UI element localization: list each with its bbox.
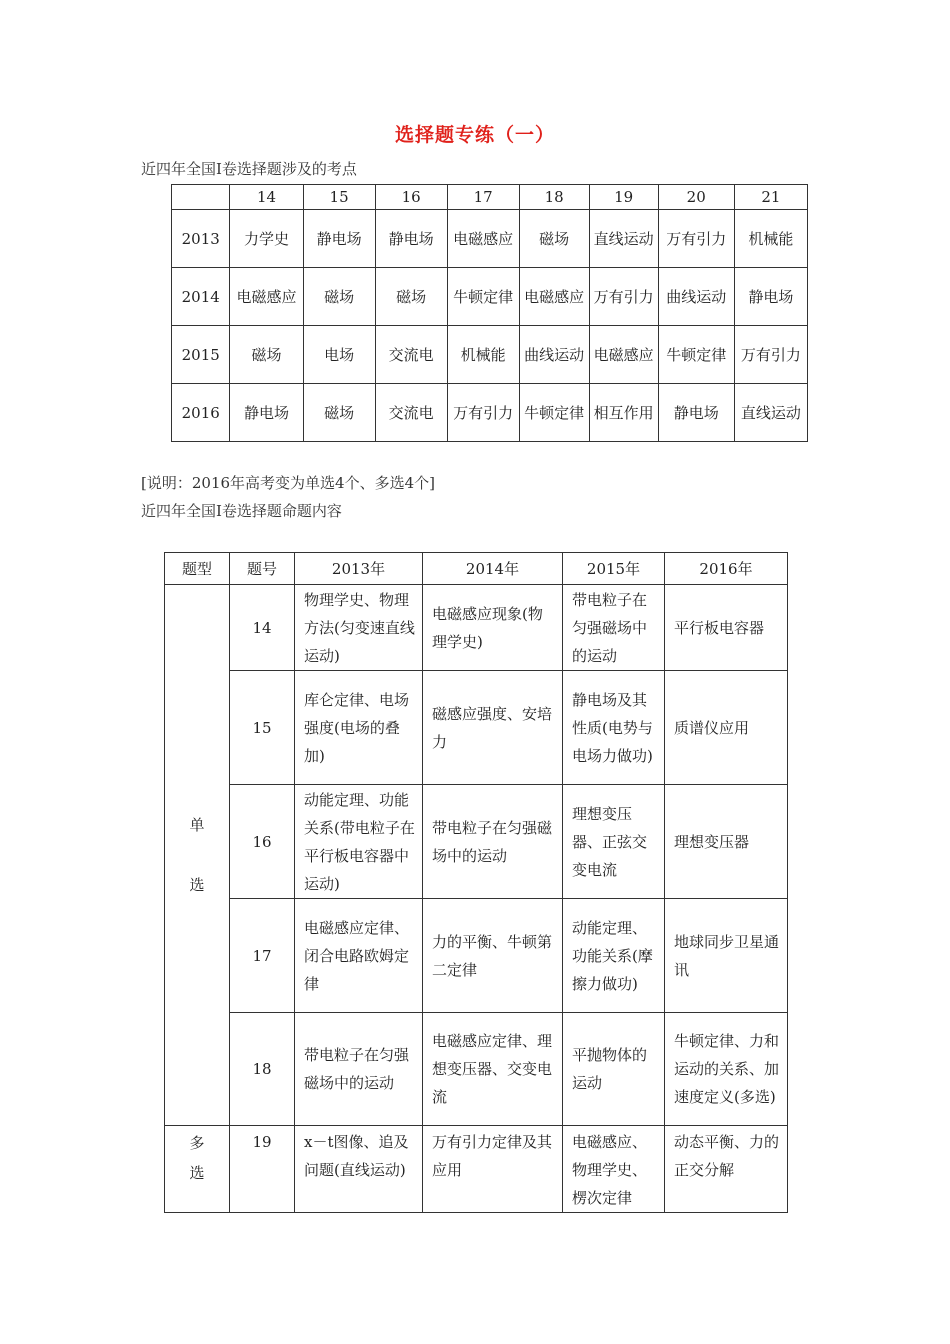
- table-header-row: [172, 185, 808, 210]
- table-cell: 磁场: [303, 268, 375, 326]
- topics-table: [171, 184, 808, 442]
- single-choice-group-label: 单 选: [165, 585, 230, 1126]
- table-cell: 力学史: [230, 210, 303, 268]
- table-cell: 牛顿定律: [447, 268, 519, 326]
- table-cell: 力的平衡、牛顿第二定律: [423, 899, 563, 1013]
- table-row: [165, 671, 788, 785]
- table-cell: 万有引力: [658, 210, 734, 268]
- header-cell: 21: [734, 185, 807, 210]
- question-number: 19: [230, 1126, 295, 1213]
- table-row: [172, 268, 808, 326]
- header-cell: 18: [519, 185, 589, 210]
- table-row: [172, 326, 808, 384]
- table-cell: x－t图像、追及问题(直线运动): [295, 1126, 423, 1213]
- table-cell: 交流电: [375, 326, 447, 384]
- table-cell: 电磁感应定律、闭合电路欧姆定律: [295, 899, 423, 1013]
- table-row: [172, 384, 808, 442]
- year-cell: 2014: [172, 268, 230, 326]
- table-cell: 电磁感应、物理学史、楞次定律: [563, 1126, 665, 1213]
- question-number: 16: [230, 785, 295, 899]
- table-cell: 电磁感应定律、理想变压器、交变电流: [423, 1013, 563, 1126]
- header-cell: 16: [375, 185, 447, 210]
- table-cell: 静电场: [303, 210, 375, 268]
- table-cell: 带电粒子在匀强磁场中的运动: [563, 585, 665, 671]
- table-cell: 物理学史、物理方法(匀变速直线运动): [295, 585, 423, 671]
- table-cell: 直线运动: [589, 210, 658, 268]
- table-cell: 万有引力: [734, 326, 807, 384]
- table-cell: 理想变压器、正弦交变电流: [563, 785, 665, 899]
- header-cell: 题型: [165, 553, 230, 585]
- table-cell: 电磁感应: [447, 210, 519, 268]
- table-cell: 理想变压器: [665, 785, 788, 899]
- table-cell: 库仑定律、电场强度(电场的叠加): [295, 671, 423, 785]
- table-row: [165, 1126, 788, 1213]
- question-number: 18: [230, 1013, 295, 1126]
- table-row: [165, 785, 788, 899]
- header-cell: 题号: [230, 553, 295, 585]
- question-number: 14: [230, 585, 295, 671]
- table-cell: 地球同步卫星通讯: [665, 899, 788, 1013]
- table-cell: 带电粒子在匀强磁场中的运动: [295, 1013, 423, 1126]
- table-cell: 磁场: [303, 384, 375, 442]
- table-cell: 带电粒子在匀强磁场中的运动: [423, 785, 563, 899]
- table-cell: 静电场: [734, 268, 807, 326]
- table-row: [165, 585, 788, 671]
- table-cell: 平行板电容器: [665, 585, 788, 671]
- question-number: 15: [230, 671, 295, 785]
- table-cell: 电场: [303, 326, 375, 384]
- header-cell: [172, 185, 230, 210]
- content-table: [164, 552, 788, 1213]
- table-cell: 万有引力: [589, 268, 658, 326]
- table-cell: 静电场及其性质(电势与电场力做功): [563, 671, 665, 785]
- table-cell: 直线运动: [734, 384, 807, 442]
- table-cell: 磁场: [375, 268, 447, 326]
- table-cell: 曲线运动: [519, 326, 589, 384]
- table-cell: 电磁感应: [230, 268, 303, 326]
- table-cell: 机械能: [734, 210, 807, 268]
- header-cell: 2014年: [423, 553, 563, 585]
- header-cell: 2016年: [665, 553, 788, 585]
- table-cell: 交流电: [375, 384, 447, 442]
- table-cell: 电磁感应: [519, 268, 589, 326]
- table-cell: 万有引力定律及其应用: [423, 1126, 563, 1213]
- table-cell: 静电场: [230, 384, 303, 442]
- table-cell: 万有引力: [447, 384, 519, 442]
- table-cell: 相互作用: [589, 384, 658, 442]
- table-cell: 牛顿定律、力和运动的关系、加速度定义(多选): [665, 1013, 788, 1126]
- year-cell: 2015: [172, 326, 230, 384]
- table-row: [172, 210, 808, 268]
- table-cell: 质谱仪应用: [665, 671, 788, 785]
- multiple-choice-group-label: 多 选: [165, 1126, 230, 1213]
- table-cell: 牛顿定律: [519, 384, 589, 442]
- table-row: [165, 1013, 788, 1126]
- table-cell: 动态平衡、力的正交分解: [665, 1126, 788, 1213]
- page-title: 选择题专练（一）: [394, 124, 555, 146]
- table2-caption: 近四年全国Ⅰ卷选择题命题内容: [141, 502, 342, 520]
- question-number: 17: [230, 899, 295, 1013]
- header-cell: 14: [230, 185, 303, 210]
- table-cell: 动能定理、功能关系(带电粒子在平行板电容器中运动): [295, 785, 423, 899]
- year-cell: 2016: [172, 384, 230, 442]
- table-cell: 静电场: [375, 210, 447, 268]
- table-cell: 电磁感应: [589, 326, 658, 384]
- table-cell: 磁场: [519, 210, 589, 268]
- table-cell: 静电场: [658, 384, 734, 442]
- header-cell: 2015年: [563, 553, 665, 585]
- table-cell: 曲线运动: [658, 268, 734, 326]
- table-cell: 机械能: [447, 326, 519, 384]
- header-cell: 2013年: [295, 553, 423, 585]
- header-cell: 19: [589, 185, 658, 210]
- table-cell: 动能定理、功能关系(摩擦力做功): [563, 899, 665, 1013]
- header-cell: 20: [658, 185, 734, 210]
- header-cell: 15: [303, 185, 375, 210]
- table-row: [165, 899, 788, 1013]
- header-cell: 17: [447, 185, 519, 210]
- table-cell: 电磁感应现象(物理学史): [423, 585, 563, 671]
- table-cell: 磁场: [230, 326, 303, 384]
- table-cell: 平抛物体的运动: [563, 1013, 665, 1126]
- table-cell: 磁感应强度、安培力: [423, 671, 563, 785]
- table1-caption: 近四年全国Ⅰ卷选择题涉及的考点: [141, 160, 357, 178]
- format-note: [说明：2016年高考变为单选4个、多选4个]: [141, 474, 435, 492]
- year-cell: 2013: [172, 210, 230, 268]
- table-cell: 牛顿定律: [658, 326, 734, 384]
- table-header-row: [165, 553, 788, 585]
